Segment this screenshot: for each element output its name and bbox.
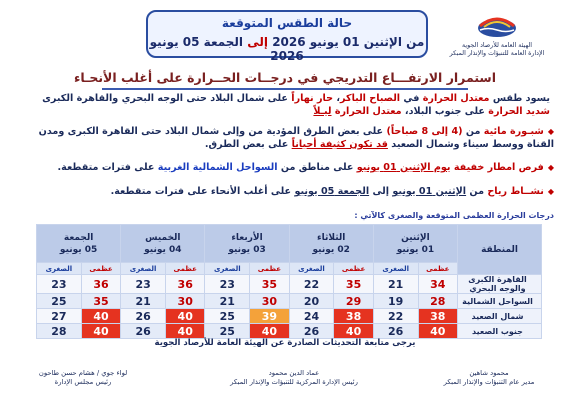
- signature-block: [224, 369, 364, 387]
- max-label: عظمى: [418, 263, 457, 275]
- region-header: المنطقة: [458, 225, 542, 275]
- para-highlight: معتدل الحرارة: [422, 93, 490, 104]
- max-label: عظمى: [81, 263, 120, 275]
- day-header: [37, 225, 121, 263]
- min-temp-cell: 22: [373, 309, 418, 324]
- diamond-bullet-icon: ◆: [547, 163, 554, 172]
- period-end: الجمعة 05 يونيو 2026: [149, 35, 304, 63]
- min-label: الصغرى: [289, 263, 334, 275]
- signatory-name: لواء جوي / هشام حسن طاحون: [38, 369, 128, 377]
- min-temp-cell: 26: [289, 324, 334, 339]
- min-temp-cell: 24: [289, 309, 334, 324]
- bullet-heading: شبـورة مائية: [483, 126, 544, 137]
- bullet-text: إلى: [369, 186, 393, 197]
- max-temp-cell: 30: [165, 294, 204, 309]
- region-cell: شمال الصعيد: [458, 309, 542, 324]
- day-date: 01 يونيو: [396, 244, 435, 255]
- min-temp-cell: 27: [37, 309, 82, 324]
- min-temp-cell: 26: [373, 324, 418, 339]
- day-header: [121, 225, 205, 263]
- diamond-bullet-icon: ◆: [547, 187, 554, 196]
- table-row: [37, 294, 542, 309]
- max-temp-cell: 30: [250, 294, 289, 309]
- max-temp-cell: 39: [250, 309, 289, 324]
- bullet-highlight: (4 إلى 8 صباحاً): [386, 126, 463, 137]
- bullet-text: على بعض الطرق.: [204, 139, 292, 150]
- bullet-text: على أغلب الأنحاء على فترات متقطعة.: [110, 186, 295, 197]
- bullet-text: على فترات متقطعة.: [57, 162, 158, 173]
- headline-divider: [102, 88, 468, 90]
- max-temp-cell: 40: [334, 324, 373, 339]
- para-highlight: معتدل الحرارة: [334, 106, 402, 117]
- signatory-title: رئيس الإدارة المركزية للتنبؤات والإنذار المبكر: [230, 378, 358, 386]
- footer-note: يرجى متابعة التحديثات الصادرة عن الهيئة العامة للأرصاد الجوية: [154, 338, 416, 348]
- bullet-text: من: [462, 126, 484, 137]
- max-temp-cell: 40: [165, 309, 204, 324]
- para-text: ،: [333, 93, 341, 104]
- para-text: يسود طقس: [489, 93, 550, 104]
- day-date: 03 يونيو: [228, 244, 266, 255]
- min-temp-cell: 23: [205, 275, 250, 294]
- bullet-text: على بعض الطرق المؤدية من وإلى شمال البلاد حتى القاهرة الكبرى ومدن القناة ووسط سيناء وشمال الصعيد: [38, 126, 554, 150]
- day-header: [289, 225, 373, 263]
- min-temp-cell: 25: [205, 324, 250, 339]
- min-temp-cell: 26: [121, 324, 166, 339]
- day-header: [373, 225, 457, 263]
- bullet-highlight: السواحل الشمالية الغربية: [157, 162, 278, 173]
- min-temp-cell: 23: [37, 275, 82, 294]
- table-row: [37, 324, 542, 339]
- para-text: في: [400, 93, 423, 104]
- max-temp-cell: 34: [418, 275, 457, 294]
- header-box: [146, 10, 428, 63]
- signatory-title: مدير عام التنبؤات والإنذار المبكر: [443, 378, 535, 386]
- signatory-name: عماد الدين محمود: [268, 369, 320, 377]
- signatory-name: محمود شاهين: [469, 369, 509, 377]
- max-label: عظمى: [165, 263, 204, 275]
- logo-line-2: الإدارة العامة للتنبؤات والإنذار المبكر: [449, 50, 545, 57]
- region-cell: القاهرة الكبرى والوجه البحري: [458, 275, 542, 294]
- weather-authority-emblem-icon: [476, 10, 518, 38]
- headline: استمرار الارتفـــاع التدريجي في درجــات الحــرارة على أغلب الأنحـاء: [73, 70, 497, 85]
- min-label: الصغرى: [205, 263, 250, 275]
- max-temp-cell: 40: [81, 324, 120, 339]
- bullet-highlight: الجمعة 05 يونيو: [294, 186, 370, 197]
- forecast-document: [6, 4, 564, 403]
- bullet-text: على مناطق من: [277, 162, 357, 173]
- min-temp-cell: 22: [289, 275, 334, 294]
- day-date: 04 يونيو: [144, 244, 182, 255]
- period-separator: إلى: [247, 35, 268, 49]
- general-forecast-paragraph: [20, 92, 550, 118]
- temperature-table: [36, 224, 542, 339]
- signature-block: [18, 369, 148, 387]
- max-temp-cell: 29: [334, 294, 373, 309]
- para-text: على جنوب البلاد،: [401, 106, 489, 117]
- max-temp-cell: 40: [165, 324, 204, 339]
- signature-block: [424, 369, 554, 387]
- min-temp-cell: 26: [121, 309, 166, 324]
- page-title: حالة الطقس المتوقعة: [221, 16, 353, 30]
- agency-logo: [436, 10, 558, 66]
- min-label: الصغرى: [373, 263, 418, 275]
- max-label: عظمى: [334, 263, 373, 275]
- period-start: من الإثنين 01 يونيو 2026: [272, 35, 425, 49]
- min-label: الصغرى: [37, 263, 82, 275]
- max-temp-cell: 40: [250, 324, 289, 339]
- max-temp-cell: 36: [81, 275, 120, 294]
- min-temp-cell: 25: [205, 309, 250, 324]
- wind-activity-bullet: [20, 185, 554, 198]
- max-temp-cell: 35: [250, 275, 289, 294]
- table-row: [37, 275, 542, 294]
- day-header: [205, 225, 289, 263]
- region-cell: جنوب الصعيد: [458, 324, 542, 339]
- max-temp-cell: 35: [334, 275, 373, 294]
- min-temp-cell: 20: [289, 294, 334, 309]
- forecast-period: [148, 35, 426, 63]
- min-temp-cell: 21: [373, 275, 418, 294]
- max-temp-cell: 38: [418, 309, 457, 324]
- bullet-highlight: قد تكون كثيفة أحياناً: [291, 139, 388, 150]
- bullet-highlight: يوم الإثنين 01 يونيو: [356, 162, 451, 173]
- day-name: الخميس: [145, 232, 181, 243]
- para-highlight: حار نهاراً: [291, 93, 334, 104]
- region-cell: السواحل الشمالية: [458, 294, 542, 309]
- bullet-heading: نشــاط رياح: [487, 186, 544, 197]
- min-temp-cell: 28: [37, 324, 82, 339]
- para-highlight: شديد الحرارة: [488, 106, 550, 117]
- min-temp-cell: 21: [121, 294, 166, 309]
- table-row: [37, 309, 542, 324]
- temperature-table-title: درجات الحرارة العظمى المتوقعة والصغرى كالآتي :: [354, 211, 554, 220]
- bullet-text: من: [466, 186, 488, 197]
- bullet-heading: فرص امطار خفيفة: [453, 162, 544, 173]
- day-name: الجمعة: [63, 232, 94, 243]
- min-temp-cell: 19: [373, 294, 418, 309]
- day-date: 02 يونيو: [312, 244, 350, 255]
- day-name: الإثنين: [401, 232, 430, 243]
- para-highlight: ليـلاً: [313, 106, 332, 117]
- day-name: الثلاثاء: [317, 232, 346, 243]
- min-temp-cell: 25: [37, 294, 82, 309]
- rain-chance-bullet: [20, 161, 554, 174]
- diamond-bullet-icon: ◆: [547, 127, 554, 136]
- min-label: الصغرى: [121, 263, 166, 275]
- max-temp-cell: 38: [334, 309, 373, 324]
- day-date: 05 يونيو: [59, 244, 98, 255]
- max-temp-cell: 40: [418, 324, 457, 339]
- para-highlight: الصباح الباكر: [340, 93, 401, 104]
- max-temp-cell: 36: [165, 275, 204, 294]
- para-text: على شمال البلاد حتى الوجه البحري والقاهرة الكبرى: [42, 93, 292, 104]
- max-temp-cell: 28: [418, 294, 457, 309]
- day-name: الأربعاء: [231, 232, 263, 243]
- fog-warning-bullet: [20, 125, 554, 151]
- logo-line-1: الهيئة العامة للأرصاد الجوية: [461, 42, 533, 49]
- max-temp-cell: 35: [81, 294, 120, 309]
- max-label: عظمى: [250, 263, 289, 275]
- min-temp-cell: 21: [205, 294, 250, 309]
- min-temp-cell: 23: [121, 275, 166, 294]
- signatory-title: رئيس مجلس الإدارة: [54, 378, 112, 386]
- bullet-highlight: الإثنين 01 يونيو: [392, 186, 467, 197]
- max-temp-cell: 40: [81, 309, 120, 324]
